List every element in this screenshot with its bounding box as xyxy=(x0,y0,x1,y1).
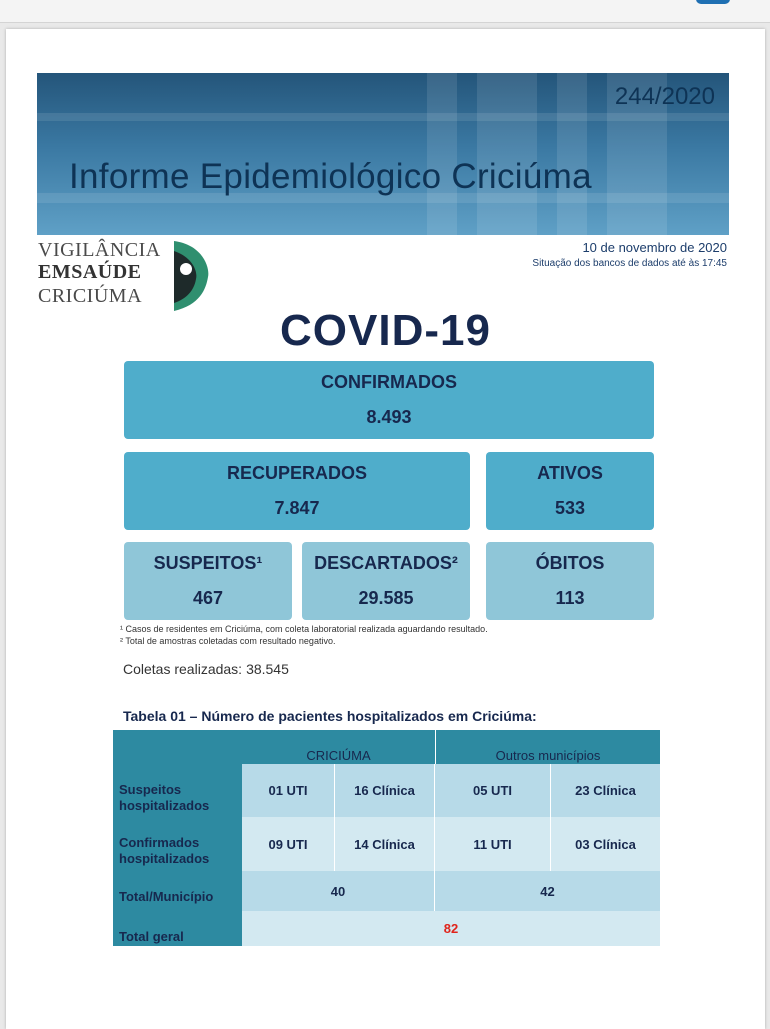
covid-heading: COVID-19 xyxy=(280,306,491,355)
table-corner-cell xyxy=(113,730,242,764)
coletas-value: 38.545 xyxy=(246,661,289,677)
table-cell: 01 UTI xyxy=(242,764,335,817)
logo-line-3: CRICIÚMA xyxy=(38,285,143,307)
table-cell: 16 Clínica xyxy=(335,764,435,817)
table-cell: 23 Clínica xyxy=(551,764,660,817)
document-page xyxy=(6,29,765,1029)
recuperados-label: RECUPERADOS xyxy=(226,463,368,483)
coletas-realizadas xyxy=(123,661,289,677)
suspeitos-value: 467 xyxy=(192,588,224,608)
report-date: 10 de novembro de 2020 xyxy=(582,240,727,255)
recuperados-value: 7.847 xyxy=(274,498,320,518)
toolbar-button[interactable] xyxy=(696,0,730,4)
confirmados-value: 8.493 xyxy=(366,407,412,427)
row-label-suspeitos: Suspeitos hospitalizados xyxy=(113,764,242,817)
header-banner xyxy=(37,73,729,235)
suspeitos-box xyxy=(124,542,292,620)
logo-line-1: VIGILÂNCIA xyxy=(38,239,161,261)
obitos-value: 113 xyxy=(555,588,585,608)
row-label-total-geral: Total geral xyxy=(113,911,242,946)
suspeitos-label: SUSPEITOS¹ xyxy=(153,553,263,573)
recuperados-box xyxy=(124,452,470,530)
footnote-1: ¹ Casos de residentes em Criciúma, com coleta laboratorial realizada aguardando resultado. xyxy=(120,624,488,634)
confirmados-label: CONFIRMADOS xyxy=(321,372,457,392)
report-number: 244/2020 xyxy=(614,83,715,110)
report-title: Informe Epidemiológico Criciúma xyxy=(69,157,592,196)
header-criciuma: CRICIÚMA xyxy=(242,730,435,764)
row-label-total-municipio: Total/Município xyxy=(113,871,242,911)
descartados-value: 29.585 xyxy=(358,588,414,608)
table-caption: Tabela 01 – Número de pacientes hospitalizados em Criciúma: xyxy=(123,708,537,724)
total-geral-value: 82 xyxy=(242,911,660,946)
descartados-label: DESCARTADOS² xyxy=(314,553,458,573)
row-label-confirmados: Confirmados hospitalizados xyxy=(113,817,242,871)
viewer-toolbar xyxy=(0,0,770,23)
total-outros: 42 xyxy=(435,871,660,911)
table-cell: 14 Clínica xyxy=(335,817,435,871)
total-criciuma: 40 xyxy=(242,871,435,911)
descartados-box xyxy=(302,542,470,620)
table-cell: 09 UTI xyxy=(242,817,335,871)
database-situation: Situação dos bancos de dados até às 17:45 xyxy=(532,258,727,269)
hospitalized-table xyxy=(113,730,660,946)
ativos-box xyxy=(486,452,654,530)
header-outros-municipios: Outros municípios xyxy=(435,730,660,764)
obitos-label: ÓBITOS xyxy=(535,553,605,573)
confirmados-box xyxy=(124,361,654,439)
footnote-2: ² Total de amostras coletadas com resultado negativo. xyxy=(120,636,336,646)
table-cell: 05 UTI xyxy=(435,764,551,817)
eye-icon xyxy=(170,239,210,313)
logo-line-2: EMSAÚDE xyxy=(38,261,142,283)
coletas-label: Coletas realizadas: xyxy=(123,661,243,677)
obitos-box xyxy=(486,542,654,620)
ativos-value: 533 xyxy=(554,498,586,518)
table-cell: 11 UTI xyxy=(435,817,551,871)
ativos-label: ATIVOS xyxy=(537,463,603,483)
table-cell: 03 Clínica xyxy=(551,817,660,871)
